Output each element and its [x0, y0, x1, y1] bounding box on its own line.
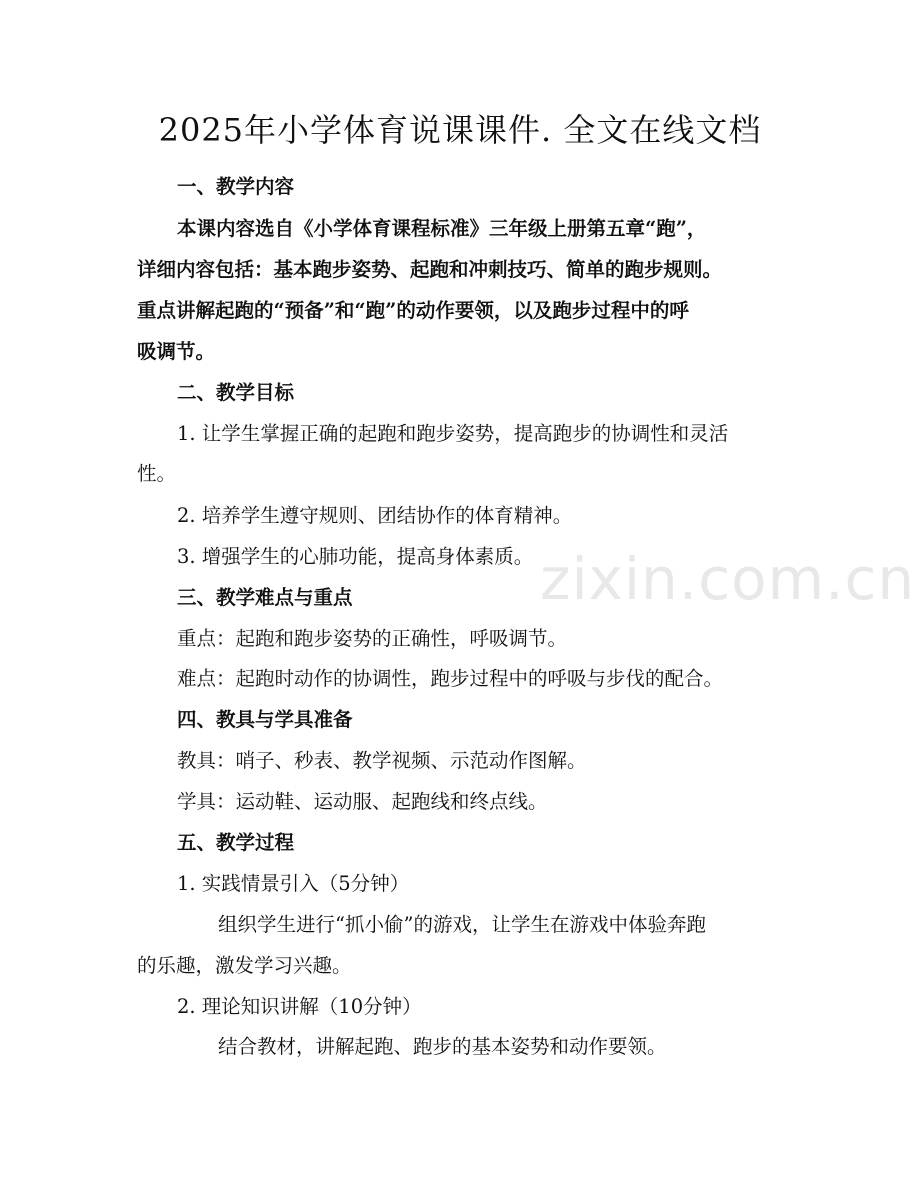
section-heading-teaching-goals: 二、教学目标	[177, 381, 295, 404]
section-heading-teaching-content: 一、教学内容	[177, 175, 295, 198]
watermark: zixin.com.cn	[540, 545, 916, 613]
teacher-materials-line: 教具：哨子、秒表、教学视频、示范动作图解。	[177, 749, 587, 772]
paragraph-line: 详细内容包括：基本跑步姿势、起跑和冲刺技巧、简单的跑步规则。	[137, 258, 723, 281]
document-title: 2025年小学体育说课课件. 全文在线文档	[158, 111, 762, 149]
list-item: 1. 让学生掌握正确的起跑和跑步姿势，提高跑步的协调性和灵活	[177, 422, 729, 445]
difficult-point-line: 难点：起跑时动作的协调性，跑步过程中的呼吸与步伐的配合。	[177, 667, 724, 690]
process-step-description: 组织学生进行“抓小偷”的游戏，让学生在游戏中体验奔跑	[218, 913, 706, 936]
student-materials-line: 学具：运动鞋、运动服、起跑线和终点线。	[177, 790, 548, 813]
list-item: 3. 增强学生的心肺功能，提高身体素质。	[177, 545, 534, 568]
paragraph-line: 重点讲解起跑的“预备”和“跑”的动作要领，以及跑步过程中的呼	[137, 299, 689, 322]
process-step-description: 的乐趣，激发学习兴趣。	[137, 954, 352, 977]
list-item-continuation: 性。	[137, 462, 177, 485]
paragraph-line: 吸调节。	[137, 340, 216, 363]
process-step: 2. 理论知识讲解（10分钟）	[177, 995, 422, 1018]
process-step-description: 结合教材，讲解起跑、跑步的基本姿势和动作要领。	[218, 1035, 667, 1058]
list-item: 2. 培养学生遵守规则、团结协作的体育精神。	[177, 504, 573, 527]
key-point-line: 重点：起跑和跑步姿势的正确性，呼吸调节。	[177, 627, 568, 650]
section-heading-materials: 四、教具与学具准备	[177, 708, 353, 731]
section-heading-key-points: 三、教学难点与重点	[177, 586, 353, 609]
paragraph-line: 本课内容选自《小学体育课程标准》三年级上册第五章“跑”，	[177, 217, 707, 240]
section-heading-process: 五、教学过程	[177, 831, 295, 854]
process-step: 1. 实践情景引入（5分钟）	[177, 872, 410, 895]
